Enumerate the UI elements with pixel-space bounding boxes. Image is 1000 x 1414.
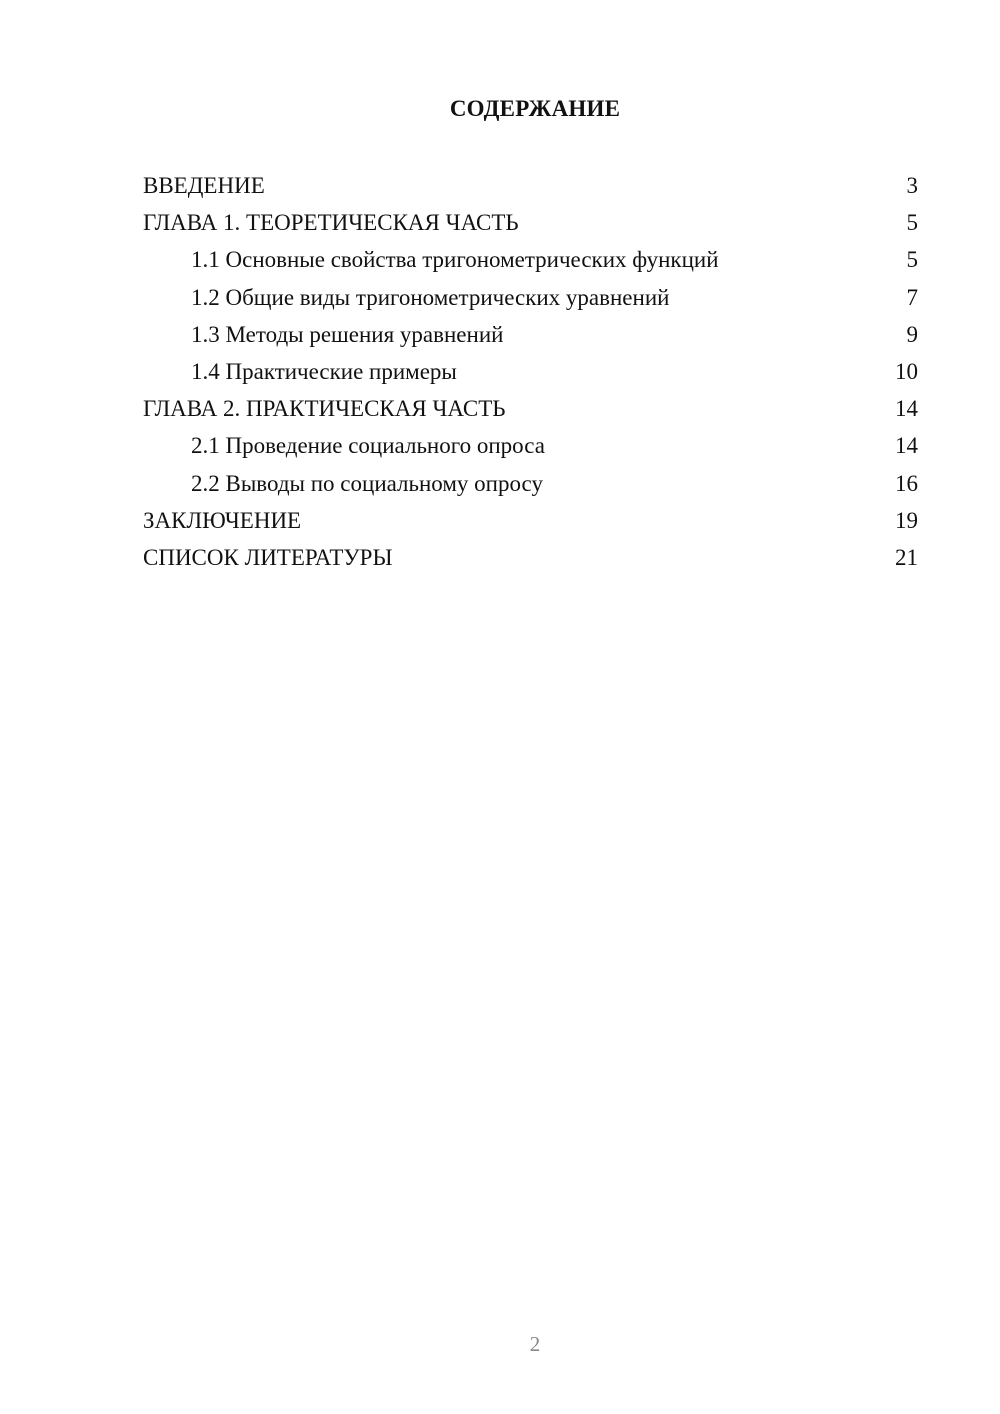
- page-number: 2: [529, 1332, 541, 1356]
- toc-entry-label: 1.2 Общие виды тригонометрических уравнений: [191, 284, 670, 310]
- toc-entry[interactable]: [143, 502, 918, 539]
- toc-entry-label: 1.1 Основные свойства тригонометрических функций: [191, 247, 719, 273]
- toc-entry[interactable]: [143, 167, 918, 204]
- toc-subentry[interactable]: [143, 427, 918, 464]
- toc-entry-page: 14: [895, 396, 918, 422]
- toc-entry[interactable]: [143, 204, 918, 241]
- toc-entry-page: 3: [906, 173, 918, 198]
- toc-entry-page: 7: [906, 284, 918, 310]
- toc-subentry[interactable]: [143, 465, 918, 502]
- toc-entry-page: 5: [906, 210, 918, 236]
- toc-title: СОДЕРЖАНИЕ: [449, 96, 621, 121]
- toc-subentry[interactable]: [143, 353, 918, 390]
- toc-entry-page: 10: [895, 358, 918, 384]
- toc-entry[interactable]: [143, 390, 918, 427]
- toc-entry-label: 1.4 Практические примеры: [191, 358, 457, 384]
- toc-entry-label: 1.3 Методы решения уравнений: [191, 321, 504, 347]
- toc-subentry[interactable]: [143, 241, 918, 278]
- toc-entry-label: ГЛАВА 1. ТЕОРЕТИЧЕСКАЯ ЧАСТЬ: [143, 210, 519, 236]
- toc-entry-label: 2.2 Выводы по социальному опросу: [191, 470, 543, 496]
- toc-entry[interactable]: [143, 539, 918, 576]
- toc-entry-page: 14: [895, 433, 918, 459]
- toc-entry-page: 5: [906, 247, 918, 273]
- toc-subentry[interactable]: [143, 316, 918, 353]
- toc-entry-label: ГЛАВА 2. ПРАКТИЧЕСКАЯ ЧАСТЬ: [143, 396, 506, 422]
- toc-entry-page: 9: [906, 321, 918, 347]
- table-of-contents: [143, 167, 918, 576]
- toc-entry-page: 16: [895, 470, 918, 496]
- toc-entry-label: ЗАКЛЮЧЕНИЕ: [143, 507, 302, 533]
- toc-entry-label: ВВЕДЕНИЕ: [143, 173, 265, 198]
- toc-entry-label: СПИСОК ЛИТЕРАТУРЫ: [143, 544, 393, 570]
- toc-entry-label: 2.1 Проведение социального опроса: [191, 433, 545, 459]
- toc-entry-page: 21: [895, 544, 918, 570]
- toc-subentry[interactable]: [143, 279, 918, 316]
- toc-entry-page: 19: [895, 507, 918, 533]
